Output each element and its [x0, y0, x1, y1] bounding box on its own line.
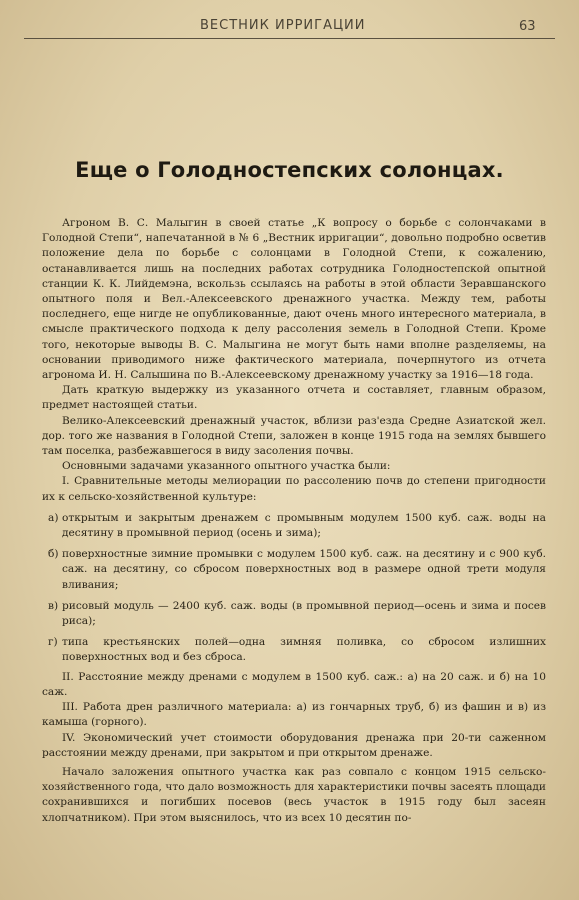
paragraph: Дать краткую выдержку из указанного отчета и составляет, главным образом, предмет настоящей статьи.: [42, 384, 546, 412]
article-title: Еще о Голодностепских солонцах.: [75, 158, 504, 182]
sub-item: [42, 635, 546, 665]
sub-item: [42, 511, 546, 541]
journal-title: ВЕСТНИК ИРРИГАЦИИ: [200, 18, 366, 33]
sub-item-text: типа крестьянских полей—одна зимняя поливка, со сбросом излишних поверхностных вод и без сброса.: [62, 636, 546, 664]
list-item: IV. Экономический учет стоимости оборудования дренажа при 20-ти саженном расстоянии между дренами, при закрытом и при открытом дренаже.: [42, 731, 546, 759]
list-item: III. Работа дрен различного материала: а) из гончарных труб, б) из фашин и в) из камыша (горного).: [42, 701, 546, 729]
paragraph: Начало заложения опытного участка как раз совпало с концом 1915 сельско-хозяйственного года, что дало возможность для характеристики почвы засеять площади сохранившихся и погибших посевов (весь участок в 1915 году был засеян хлопчатником). При этом выяснилось, что из всех 10 десятин по-: [42, 765, 546, 824]
list-item: I. Сравнительные методы мелиорации по рассолению почв до степени пригодности их к сельско-хозяйственной культуре:: [42, 475, 546, 503]
sub-item-label: б): [48, 548, 59, 561]
sub-item-label: в): [48, 599, 59, 612]
list-item: II. Расстояние между дренами с модулем в 1500 куб. саж.: а) на 20 саж. и б) на 10 саж.: [42, 670, 546, 698]
paragraph: Агроном В. С. Малыгин в своей статье „К вопросу о борьбе с солончаками в Голодной Степи“, напечатанной в № 6 „Вестник ирригации“, довольно подробно осветив положение дела по борьбе с солонцами в Голодной Степи, к сожалению, останавливается лишь на последних работах сотрудника Голодностепской опытной станции К. К. Лийдемэна, вскользь ссылаясь на работы в этой области Зеравшанского опытного поля и Вел.-Алексеевского дренажного участка. Между тем, работы последнего, еще нигде не опубликованные, дают очень много интересного материала, в смысле практического подхода к делу рассоления земель в Голодной Степи. Кроме того, некоторые выводы В. С. Малыгина не могут быть нами вполне разделяемы, на основании приводимого ниже фактического материала, почерпнутого из отчета агронома И. Н. Салышина по В.-Алексеевскому дренажному участку за 1916—18 года.: [42, 217, 546, 382]
sub-item-label: г): [48, 636, 58, 649]
header-rule: [24, 38, 555, 39]
sub-item-label: а): [48, 511, 59, 524]
article-body: [42, 216, 546, 826]
sub-item: [42, 547, 546, 593]
sub-item-text: открытым и закрытым дренажем с промывным модулем 1500 куб. саж. воды на десятину в промывной период (осень и зима);: [62, 511, 546, 540]
page-number: 63: [519, 19, 536, 34]
sub-item-text: поверхностные зимние промывки с модулем 1500 куб. саж. на десятину и с 900 куб. саж. на десятину, со сбросом поверхностных вод в размере одной трети модуля вливания;: [62, 548, 546, 591]
paragraph: Велико-Алексеевский дренажный участок, вблизи раз'езда Средне Азиатской жел. дор. того же названия в Голодной Степи, заложен в конце 1915 года на землях бывшего там поселка, разбежавшегося в виду засоления почвы.: [42, 414, 546, 458]
paragraph: Основными задачами указанного опытного участка были:: [62, 460, 391, 473]
sub-item-text: рисовый модуль — 2400 куб. саж. воды (в промывной период—осень и зима и посев риса);: [62, 599, 546, 628]
running-header: [0, 18, 579, 40]
sub-item: [42, 599, 546, 629]
